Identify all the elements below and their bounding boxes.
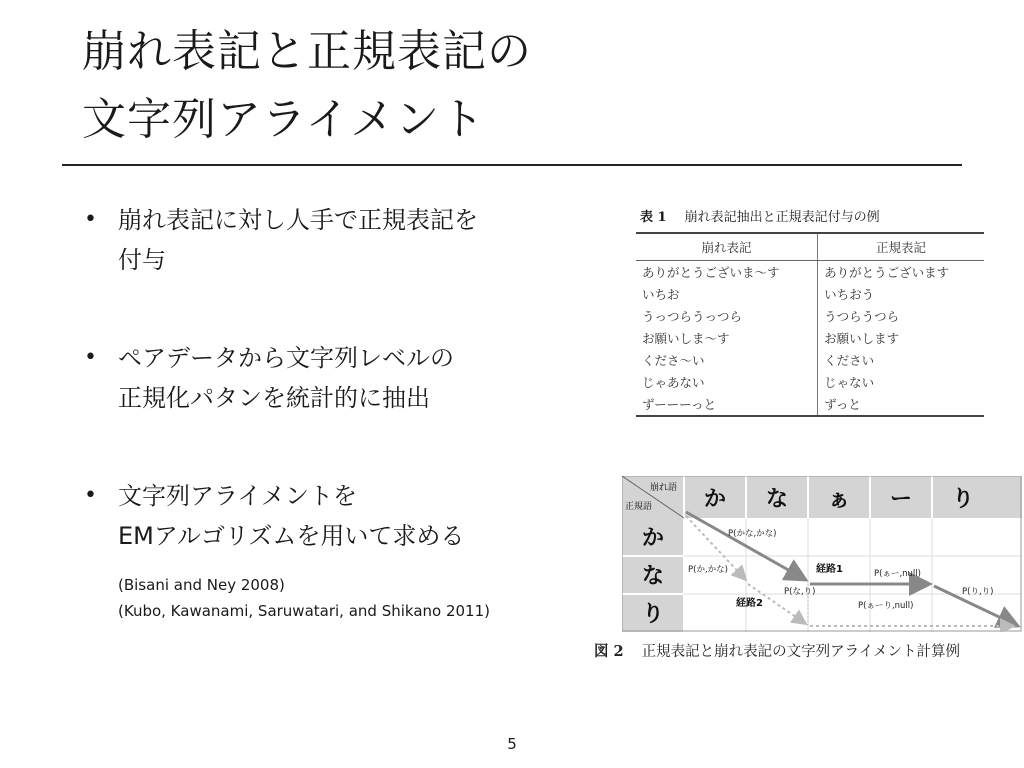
cell-normal: ずっと [818,393,984,416]
title-line-1: 崩れ表記と正規表記の [82,26,532,77]
cell-normal: うつらうつら [824,309,900,324]
table-caption-number: 表 1 [640,210,667,225]
cell-normal: お願いします [824,331,900,346]
figure-caption [594,640,960,661]
col-header: ー [889,487,913,512]
label-p1: P(かな,かな) [728,529,777,539]
bullet-marker: • [84,207,97,232]
cell-broken: じゃあない [636,371,818,393]
table-row [636,305,984,327]
cell-broken: ありがとうございま〜す [636,261,818,284]
figure-caption-number: 図 2 [594,643,624,660]
row-header: り [641,602,665,627]
table-header-row [636,233,984,261]
bullet-marker: • [84,483,97,508]
cell-normal: ありがとうございます [824,265,950,280]
bullet-1-line-2: 付与 [118,246,166,274]
bullet-1-line-1: 崩れ表記に対し人手で正規表記を [118,206,478,234]
table-row [636,371,984,393]
cell-broken: ずーーーっと [636,393,818,416]
bullet-3 [84,476,464,556]
label-p5: P(な,り) [784,587,816,597]
normalization-table [636,232,984,417]
reference-1: (Bisani and Ney 2008) [118,576,285,594]
cell-broken: うっつらうっつら [636,305,818,327]
reference-2: (Kubo, Kawanami, Saruwatari, and Shikano 2011) [118,602,490,620]
cell-normal: じゃない [824,375,875,390]
col-header: り [951,487,975,512]
bullet-2-line-1: ペアデータから文字列レベルの [118,344,454,372]
bullet-2 [84,338,454,418]
bullet-2-line-2: 正規化パタンを統計的に抽出 [118,384,430,412]
slide-title [82,18,532,154]
col-header: ぁ [827,487,851,512]
col-header: か [703,487,727,512]
header-normal: 正規表記 [818,233,984,261]
table-row [636,261,984,284]
cell-broken: いちお [636,283,818,305]
label-p3: P(ぁー,null) [874,569,921,579]
bullet-3-line-1: 文字列アライメントを [118,482,358,510]
label-p2: P(か,かな) [688,565,728,575]
corner-top-label: 崩れ語 [650,483,678,493]
bullet-marker: • [84,345,97,370]
cell-normal: ください [824,353,875,368]
references [118,572,490,624]
label-path1: 経路1 [816,564,843,575]
header-broken: 崩れ表記 [636,233,818,261]
corner-bottom-label: 正規語 [625,502,653,512]
row-header: な [641,564,665,589]
table-caption-text: 崩れ表記抽出と正規表記付与の例 [684,210,880,225]
cell-broken: お願いしま〜す [636,327,818,349]
title-line-2: 文字列アライメント [82,94,486,145]
table-row [636,327,984,349]
table-row [636,283,984,305]
table-caption [640,206,880,225]
bullet-3-line-2: EMアルゴリズムを用いて求める [118,522,465,550]
table-row [636,349,984,371]
cell-normal: いちおう [824,287,875,302]
figure-caption-text: 正規表記と崩れ表記の文字列アライメント計算例 [641,644,961,660]
title-divider [62,164,962,166]
row-header: か [641,526,665,551]
bullet-1 [84,200,478,280]
col-header: な [765,487,789,512]
label-path2: 経路2 [736,598,763,609]
table-row [636,393,984,416]
cell-broken: くださ〜い [636,349,818,371]
alignment-figure [622,476,1022,632]
label-p4: P(り,り) [962,587,994,597]
label-p6: P(ぁーり,null) [858,601,914,611]
page-number: 5 [507,735,517,753]
